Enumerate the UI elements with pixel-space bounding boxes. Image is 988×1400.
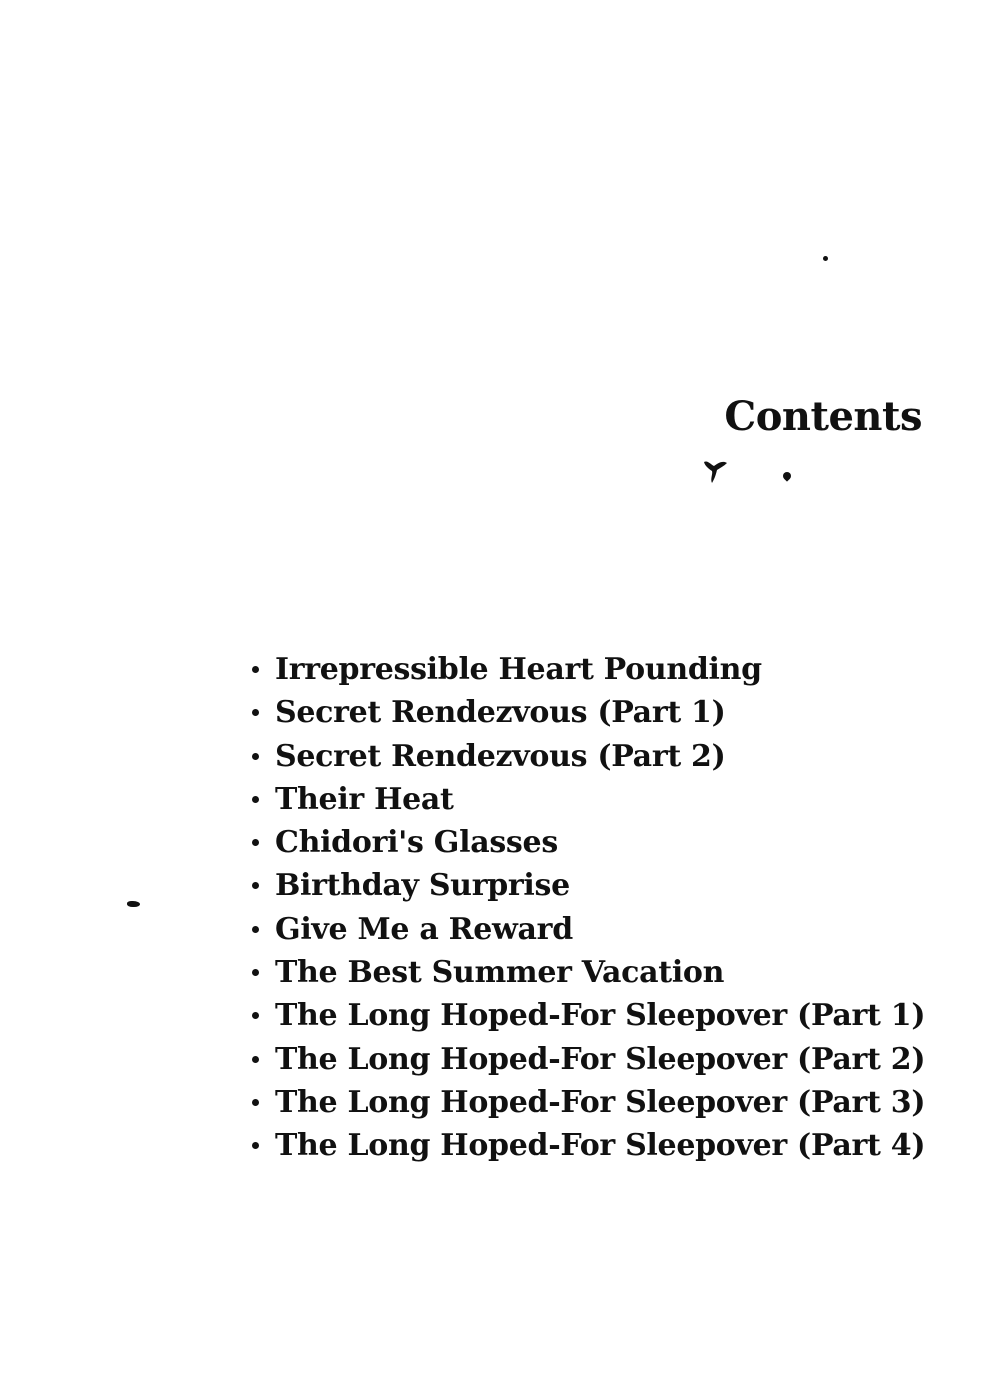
- ink-speck: [823, 256, 828, 261]
- ink-blot-icon: [700, 456, 730, 486]
- toc-item-label: Chidori's Glasses: [275, 825, 558, 861]
- toc-item[interactable]: [250, 778, 925, 821]
- ink-speck: [781, 470, 792, 481]
- toc-item-label: The Long Hoped-For Sleepover (Part 2): [275, 1041, 926, 1077]
- toc-item-label: The Best Summer Vacation: [275, 955, 725, 991]
- bullet-icon: [252, 796, 259, 803]
- toc-item[interactable]: [250, 735, 925, 778]
- toc-item[interactable]: [250, 864, 925, 907]
- toc-item-label: The Long Hoped-For Sleepover (Part 1): [275, 998, 926, 1034]
- toc-item[interactable]: [250, 691, 925, 734]
- toc-item[interactable]: [250, 648, 925, 691]
- bullet-icon: [252, 926, 259, 933]
- toc-item[interactable]: [250, 1081, 925, 1124]
- toc-item[interactable]: [250, 951, 925, 994]
- toc-item-label: Secret Rendezvous (Part 1): [275, 695, 726, 731]
- bullet-icon: [252, 1142, 259, 1149]
- bullet-icon: [252, 1012, 259, 1019]
- toc-item-label: Irrepressible Heart Pounding: [275, 652, 762, 687]
- toc-item-label: The Long Hoped-For Sleepover (Part 3): [275, 1084, 926, 1120]
- toc-item[interactable]: [250, 908, 925, 951]
- bullet-icon: [252, 1099, 259, 1106]
- bullet-icon: [252, 839, 259, 846]
- ink-speck: [127, 901, 140, 907]
- toc-item[interactable]: [250, 994, 925, 1037]
- toc-item[interactable]: [250, 1124, 925, 1167]
- toc-item-label: Birthday Surprise: [275, 868, 570, 904]
- toc-item[interactable]: [250, 1038, 925, 1081]
- bullet-icon: [252, 969, 259, 976]
- toc-item-label: Secret Rendezvous (Part 2): [275, 738, 726, 774]
- bullet-icon: [252, 709, 259, 716]
- toc-item[interactable]: [250, 821, 925, 864]
- toc-item-label: Give Me a Reward: [275, 911, 573, 947]
- bullet-icon: [252, 753, 259, 760]
- bullet-icon: [252, 882, 259, 889]
- toc-item-label: The Long Hoped-For Sleepover (Part 4): [275, 1128, 926, 1164]
- page-title: Contents: [724, 392, 922, 440]
- toc-item-label: Their Heat: [275, 781, 454, 817]
- bullet-icon: [252, 666, 259, 673]
- table-of-contents: [250, 648, 925, 1168]
- bullet-icon: [252, 1056, 259, 1063]
